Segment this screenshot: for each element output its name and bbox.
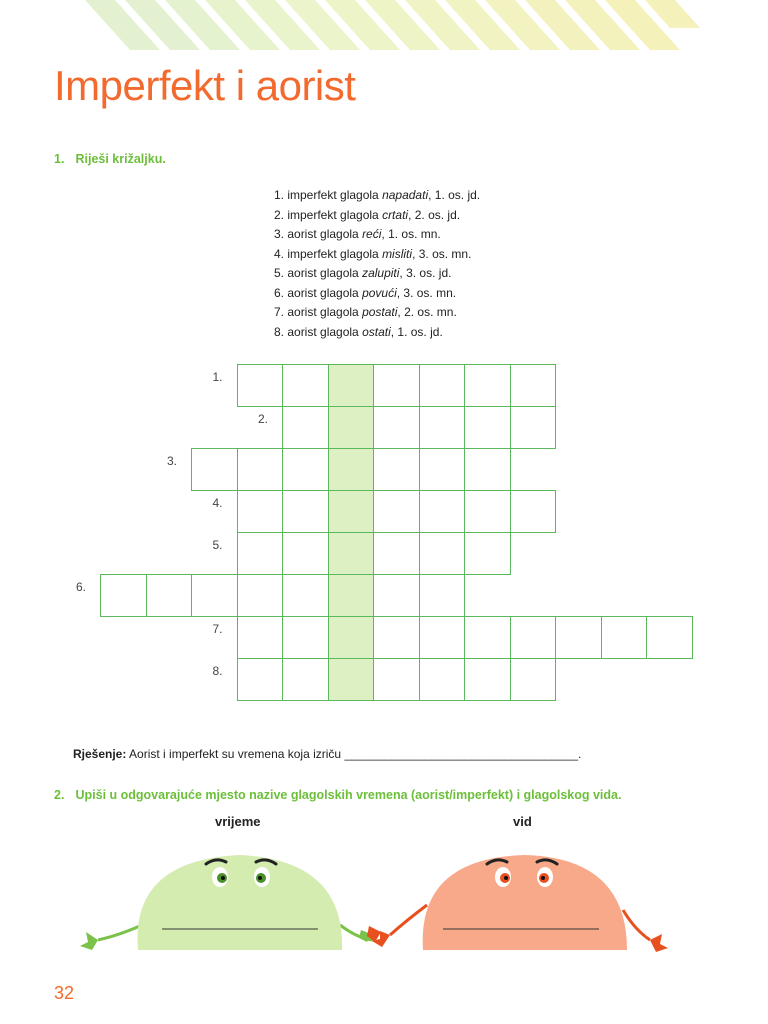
crossword-cell[interactable] (373, 364, 420, 407)
crossword-cell[interactable] (282, 448, 329, 491)
crossword-cell[interactable] (419, 364, 466, 407)
crossword-cell[interactable] (464, 658, 511, 701)
crossword-cell[interactable] (373, 616, 420, 659)
crossword-cell[interactable] (373, 574, 420, 617)
crossword-cell[interactable] (237, 574, 284, 617)
crossword-cell[interactable] (282, 364, 329, 407)
crossword-cell[interactable] (464, 364, 511, 407)
clue-item: 7. aorist glagola postati, 2. os. mn. (274, 305, 457, 319)
crossword-solution-cell[interactable] (328, 490, 375, 533)
crossword-solution-cell[interactable] (328, 574, 375, 617)
crossword-solution-cell[interactable] (328, 532, 375, 575)
label-vrijeme: vrijeme (215, 814, 261, 829)
crossword-row-number: 2. (258, 412, 269, 426)
solution-blank[interactable]: ___________________________________. (344, 747, 582, 761)
clue-item: 5. aorist glagola zalupiti, 3. os. jd. (274, 266, 452, 280)
crossword-row-number: 8. (212, 664, 223, 678)
task-2-heading (54, 788, 621, 802)
crossword-row-number: 1. (212, 370, 223, 384)
crossword-solution-cell[interactable] (328, 616, 375, 659)
crossword-cell[interactable] (373, 406, 420, 449)
crossword-cell[interactable] (237, 658, 284, 701)
clue-item: 6. aorist glagola povući, 3. os. mn. (274, 285, 457, 300)
crossword-solution-cell[interactable] (328, 448, 375, 491)
crossword-cell[interactable] (282, 406, 329, 449)
crossword-cell[interactable] (282, 532, 329, 575)
crossword-cell[interactable] (601, 616, 648, 659)
clue-item: 8. aorist glagola ostati, 1. os. jd. (274, 324, 443, 339)
crossword-cell[interactable] (237, 532, 284, 575)
crossword-solution-cell[interactable] (328, 364, 375, 407)
crossword-cell[interactable] (282, 658, 329, 701)
crossword-cell[interactable] (419, 406, 466, 449)
task-2-text: Upiši u odgovarajuće mjesto nazive glagolskih vremena (aorist/imperfekt) i glagolskog vida. (75, 788, 622, 802)
solution-label: Rješenje: (73, 747, 127, 761)
crossword-cell[interactable] (373, 658, 420, 701)
crossword-cell[interactable] (419, 532, 466, 575)
crossword-cell[interactable] (510, 406, 557, 449)
crossword-cell[interactable] (237, 364, 284, 407)
crossword-cell[interactable] (510, 490, 557, 533)
crossword-cell[interactable] (419, 490, 466, 533)
crossword-row-number: 5. (212, 538, 223, 552)
page-title: Imperfekt i aorist (54, 62, 356, 109)
crossword-row-number: 6. (76, 580, 87, 594)
crossword-cell[interactable] (419, 448, 466, 491)
crossword-solution-cell[interactable] (328, 658, 375, 701)
crossword-cell[interactable] (646, 616, 693, 659)
crossword-cell[interactable] (237, 616, 284, 659)
crossword-cell[interactable] (146, 574, 193, 617)
clue-item: 1. imperfekt glagola napadati, 1. os. jd. (274, 188, 481, 202)
crossword-cell[interactable] (464, 532, 511, 575)
crossword-cell[interactable] (510, 364, 557, 407)
crossword-cell[interactable] (464, 490, 511, 533)
crossword-cell[interactable] (555, 616, 602, 659)
crossword-cell[interactable] (510, 658, 557, 701)
crossword-cell[interactable] (419, 658, 466, 701)
task-1-heading (54, 152, 166, 166)
crossword-cell[interactable] (373, 448, 420, 491)
crossword-cell[interactable] (282, 574, 329, 617)
crossword-cell[interactable] (373, 490, 420, 533)
crossword-cell[interactable] (237, 448, 284, 491)
clue-item: 3. aorist glagola reći, 1. os. mn. (274, 227, 441, 241)
task-1-text: Riješi križaljku. (75, 152, 166, 166)
crossword-cell[interactable] (282, 490, 329, 533)
crossword-cell[interactable] (100, 574, 147, 617)
orange-body (423, 855, 627, 950)
solution-text: Aorist i imperfekt su vremena koja izriču (126, 747, 345, 761)
crossword-cell[interactable] (464, 406, 511, 449)
green-body (137, 855, 342, 950)
crossword-solution-cell[interactable] (328, 406, 375, 449)
solution-line (73, 747, 581, 761)
crossword-row-number: 3. (167, 454, 178, 468)
crossword-cell[interactable] (191, 574, 238, 617)
crossword-cell[interactable] (373, 532, 420, 575)
label-vid: vid (513, 814, 532, 829)
orange-character (355, 840, 685, 970)
green-character (70, 840, 400, 970)
task-1-number: 1. (54, 152, 65, 166)
header-stripes (0, 0, 768, 70)
crossword-cell[interactable] (464, 616, 511, 659)
crossword-cell[interactable] (419, 616, 466, 659)
crossword-row-number: 7. (212, 622, 223, 636)
clue-list (274, 186, 480, 342)
task-2-number: 2. (54, 788, 65, 802)
crossword-cell[interactable] (282, 616, 329, 659)
crossword-cell[interactable] (237, 490, 284, 533)
crossword-cell[interactable] (464, 448, 511, 491)
holding-hands-icon (355, 920, 395, 950)
clue-item: 2. imperfekt glagola crtati, 2. os. jd. (274, 207, 461, 222)
crossword-cell[interactable] (191, 448, 238, 491)
page-number: 32 (54, 983, 75, 1003)
clue-item: 4. imperfekt glagola misliti, 3. os. mn. (274, 246, 472, 261)
crossword-row-number: 4. (212, 496, 223, 510)
crossword-cell[interactable] (510, 616, 557, 659)
crossword-cell[interactable] (419, 574, 466, 617)
